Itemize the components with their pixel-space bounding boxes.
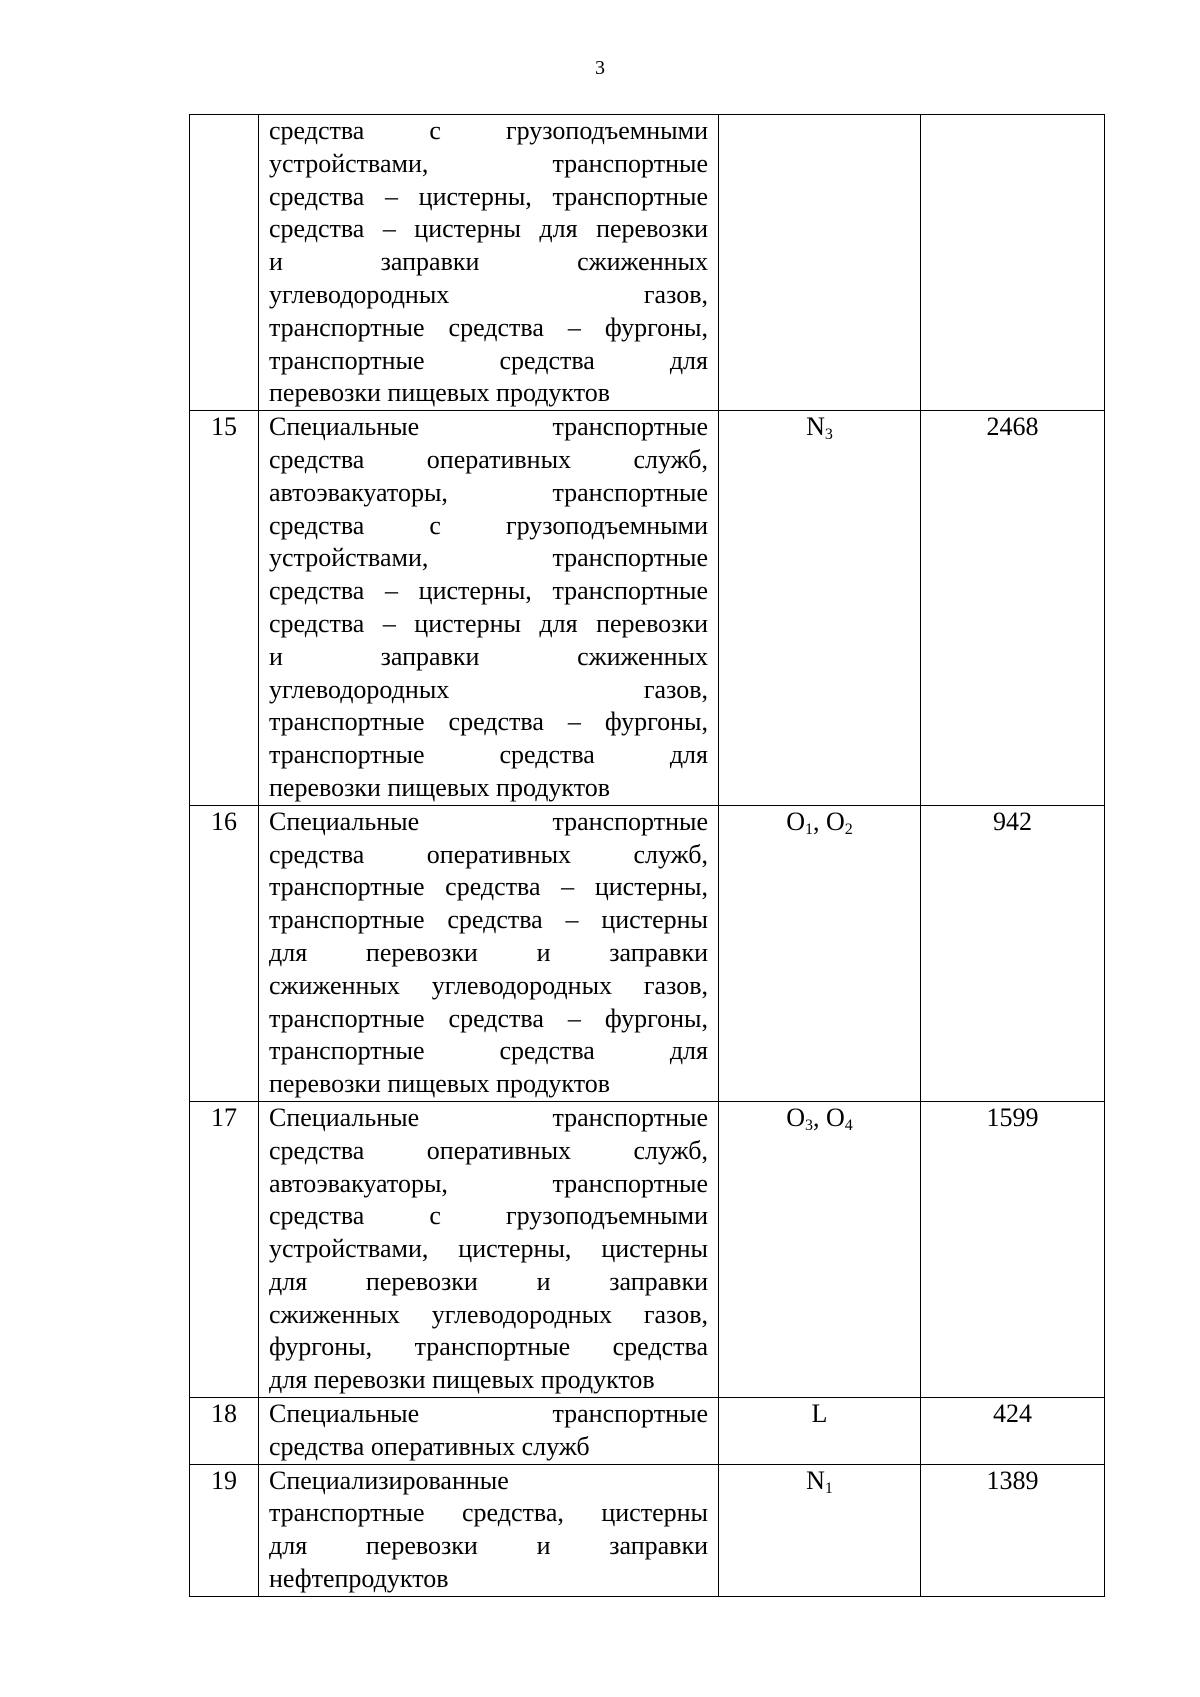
fee-value: 424 bbox=[921, 1398, 1105, 1465]
table-row bbox=[190, 1101, 1105, 1397]
category-subscript: 4 bbox=[844, 1116, 853, 1134]
description-line: транспортные средства – фургоны, bbox=[269, 1003, 708, 1033]
description-line: транспортные средства для bbox=[269, 1036, 708, 1066]
vehicle-category bbox=[719, 411, 921, 806]
category-subscript: 2 bbox=[844, 820, 853, 838]
description-line: средства – цистерны для перевозки bbox=[269, 608, 708, 638]
row-number: 15 bbox=[190, 411, 259, 806]
description-line: транспортные средства для bbox=[269, 740, 708, 770]
vehicle-description bbox=[259, 115, 719, 411]
category-separator: , bbox=[813, 1102, 826, 1132]
description-line: и заправки сжиженных bbox=[269, 247, 708, 277]
description-line: средства с грузоподъемными bbox=[269, 510, 708, 540]
description-line: перевозки пищевых продуктов bbox=[269, 378, 611, 408]
description-line: транспортные средства для bbox=[269, 345, 708, 375]
vehicle-description bbox=[259, 1464, 719, 1596]
category-subscript: 1 bbox=[824, 1479, 833, 1497]
description-line: транспортные средства – цистерны, bbox=[269, 872, 708, 902]
page-number: 3 bbox=[595, 57, 605, 79]
category-subscript: 3 bbox=[824, 426, 833, 444]
description-line: транспортные средства, цистерны bbox=[269, 1498, 708, 1528]
description-line: сжиженных углеводородных газов, bbox=[269, 1299, 708, 1329]
description-line: для перевозки и заправки bbox=[269, 1266, 708, 1296]
category-separator: , bbox=[813, 806, 826, 836]
description-line: Специальные транспортные bbox=[269, 806, 708, 836]
row-number: 18 bbox=[190, 1398, 259, 1465]
description-line: сжиженных углеводородных газов, bbox=[269, 970, 708, 1000]
description-line: Специальные транспортные bbox=[269, 412, 708, 442]
vehicle-category bbox=[719, 805, 921, 1101]
description-line: углеводородных газов, bbox=[269, 279, 708, 309]
table-row bbox=[190, 805, 1105, 1101]
vehicle-description bbox=[259, 1101, 719, 1397]
description-line: средства оперативных служб, bbox=[269, 839, 708, 869]
description-line: средства с грузоподъемными bbox=[269, 1201, 708, 1231]
row-number bbox=[190, 115, 259, 411]
description-line: средства с грузоподъемными bbox=[269, 116, 708, 145]
table-row bbox=[190, 1464, 1105, 1596]
vehicle-category bbox=[719, 1101, 921, 1397]
description-line: для перевозки пищевых продуктов bbox=[269, 1365, 655, 1395]
description-line: углеводородных газов, bbox=[269, 674, 708, 704]
description-line: средства – цистерны для перевозки bbox=[269, 214, 708, 244]
vehicle-description bbox=[259, 1398, 719, 1465]
category-letter: L bbox=[811, 1399, 828, 1429]
description-line: автоэвакуаторы, транспортные bbox=[269, 1168, 708, 1198]
description-line: транспортные средства – цистерны bbox=[269, 905, 708, 935]
vehicle-description bbox=[259, 805, 719, 1101]
table-row bbox=[190, 115, 1105, 411]
fee-value: 942 bbox=[921, 805, 1105, 1101]
category-letter: O bbox=[826, 806, 845, 836]
description-line: Специальные транспортные bbox=[269, 1399, 708, 1429]
category-letter: O bbox=[786, 806, 805, 836]
description-line: автоэвакуаторы, транспортные bbox=[269, 477, 708, 507]
fee-value: 2468 bbox=[921, 411, 1105, 806]
row-number: 19 bbox=[190, 1464, 259, 1596]
description-line: устройствами, транспортные bbox=[269, 543, 708, 573]
row-number: 16 bbox=[190, 805, 259, 1101]
category-subscript: 3 bbox=[805, 1116, 813, 1134]
fee-value: 1599 bbox=[921, 1101, 1105, 1397]
description-line: перевозки пищевых продуктов bbox=[269, 1069, 611, 1099]
description-line: перевозки пищевых продуктов bbox=[269, 772, 611, 802]
fee-value: 1389 bbox=[921, 1464, 1105, 1596]
row-number: 17 bbox=[190, 1101, 259, 1397]
vehicle-category bbox=[719, 1398, 921, 1465]
description-line: средства оперативных служб bbox=[269, 1431, 590, 1461]
description-line: средства оперативных служб, bbox=[269, 444, 708, 474]
description-line: средства – цистерны, транспортные bbox=[269, 181, 708, 211]
category-letter: N bbox=[806, 412, 825, 442]
description-line: средства – цистерны, транспортные bbox=[269, 576, 708, 606]
category-subscript: 1 bbox=[805, 820, 813, 838]
description-line: нефтепродуктов bbox=[269, 1564, 449, 1594]
vehicle-category bbox=[719, 115, 921, 411]
table-row bbox=[190, 1398, 1105, 1465]
description-line: и заправки сжиженных bbox=[269, 641, 708, 671]
description-line: средства оперативных служб, bbox=[269, 1135, 708, 1165]
category-letter: O bbox=[826, 1102, 845, 1132]
description-line: устройствами, транспортные bbox=[269, 148, 708, 178]
table-body bbox=[190, 115, 1105, 1597]
category-letter: N bbox=[806, 1465, 825, 1495]
description-line: транспортные средства – фургоны, bbox=[269, 707, 708, 737]
description-line: для перевозки и заправки bbox=[269, 937, 708, 967]
vehicle-description bbox=[259, 411, 719, 806]
description-line: транспортные средства – фургоны, bbox=[269, 312, 708, 342]
fee-value bbox=[921, 115, 1105, 411]
description-line: Специализированные bbox=[269, 1465, 509, 1495]
description-line: для перевозки и заправки bbox=[269, 1531, 708, 1561]
description-line: фургоны, транспортные средства bbox=[269, 1332, 708, 1362]
description-line: Специальные транспортные bbox=[269, 1102, 708, 1132]
vehicle-category bbox=[719, 1464, 921, 1596]
description-line: устройствами, цистерны, цистерны bbox=[269, 1234, 708, 1264]
category-letter: O bbox=[786, 1102, 805, 1132]
table-row bbox=[190, 411, 1105, 806]
vehicle-category-table bbox=[189, 114, 1105, 1597]
